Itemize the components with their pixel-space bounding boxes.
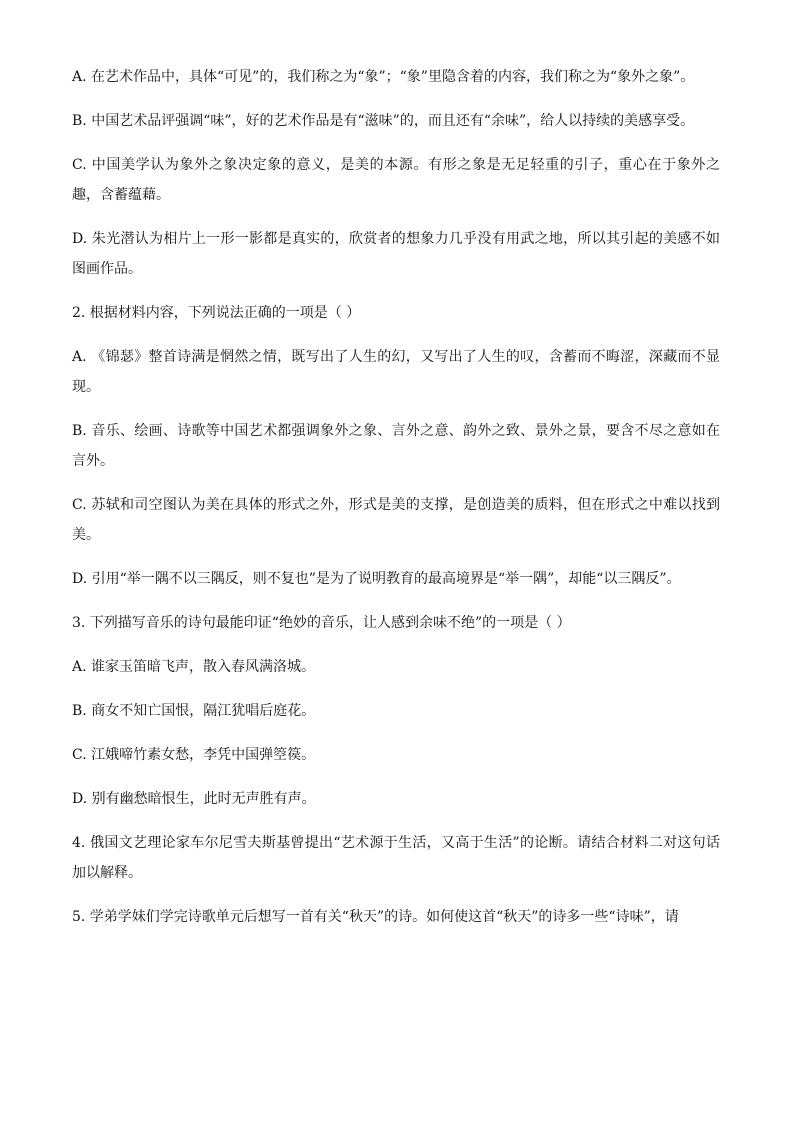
option-a-paragraph: A. 在艺术作品中，具体“可见”的，我们称之为“象”；“象”里隐含着的内容，我们称之为“象外之象”。 [72, 69, 695, 85]
question-2: 2. 根据材料内容，下列说法正确的一项是（ ） [72, 305, 361, 321]
question-2-option-a: A. 《锦瑟》整首诗满是惘然之情，既写出了人生的幻，又写出了人生的叹，含蓄而不晦涩，深藏而不显现。 [72, 349, 720, 395]
question-3: 3. 下列描写音乐的诗句最能印证“绝妙的音乐，让人感到余味不绝”的一项是（ ） [72, 615, 571, 631]
question-3-option-a: A. 谁家玉笛暗飞声，散入春风满洛城。 [72, 659, 316, 675]
document-page [72, 62, 720, 946]
question-4: 4. 俄国文艺理论家车尔尼雪夫斯基曾提出“艺术源于生活，又高于生活”的论断。请结合材料二对这句话加以解释。 [72, 835, 720, 881]
question-5: 5. 学弟学妹们学完诗歌单元后想写一首有关“秋天”的诗。如何使这首“秋天”的诗多一些“诗味”，请 [72, 909, 679, 925]
option-c-paragraph: C. 中国美学认为象外之象决定象的意义，是美的本源。有形之象是无足轻重的引子，重心在于象外之趣，含蓄蕴藉。 [72, 157, 720, 203]
question-3-option-c: C. 江娥啼竹素女愁，李凭中国弹箜篌。 [72, 747, 316, 763]
question-2-option-b: B. 音乐、绘画、诗歌等中国艺术都强调象外之象、言外之意、韵外之致、景外之景，要含不尽之意如在言外。 [72, 423, 720, 469]
option-b-paragraph: B. 中国艺术品评强调“味”，好的艺术作品是有“滋味”的，而且还有“余味”，给人以持续的美感享受。 [72, 113, 695, 129]
question-3-option-b: B. 商女不知亡国恨，隔江犹唱后庭花。 [72, 703, 316, 719]
question-2-option-c: C. 苏轼和司空图认为美在具体的形式之外，形式是美的支撑，是创造美的质料，但在形式之中难以找到美。 [72, 497, 720, 543]
question-3-option-d: D. 别有幽愁暗恨生，此时无声胜有声。 [72, 791, 316, 807]
question-2-option-d: D. 引用“举一隅不以三隅反，则不复也”是为了说明教育的最高境界是“举一隅”，却能“以三隅反”。 [72, 571, 681, 587]
option-d-paragraph: D. 朱光潜认为相片上一形一影都是真实的，欣赏者的想象力几乎没有用武之地，所以其引起的美感不如图画作品。 [72, 231, 720, 277]
